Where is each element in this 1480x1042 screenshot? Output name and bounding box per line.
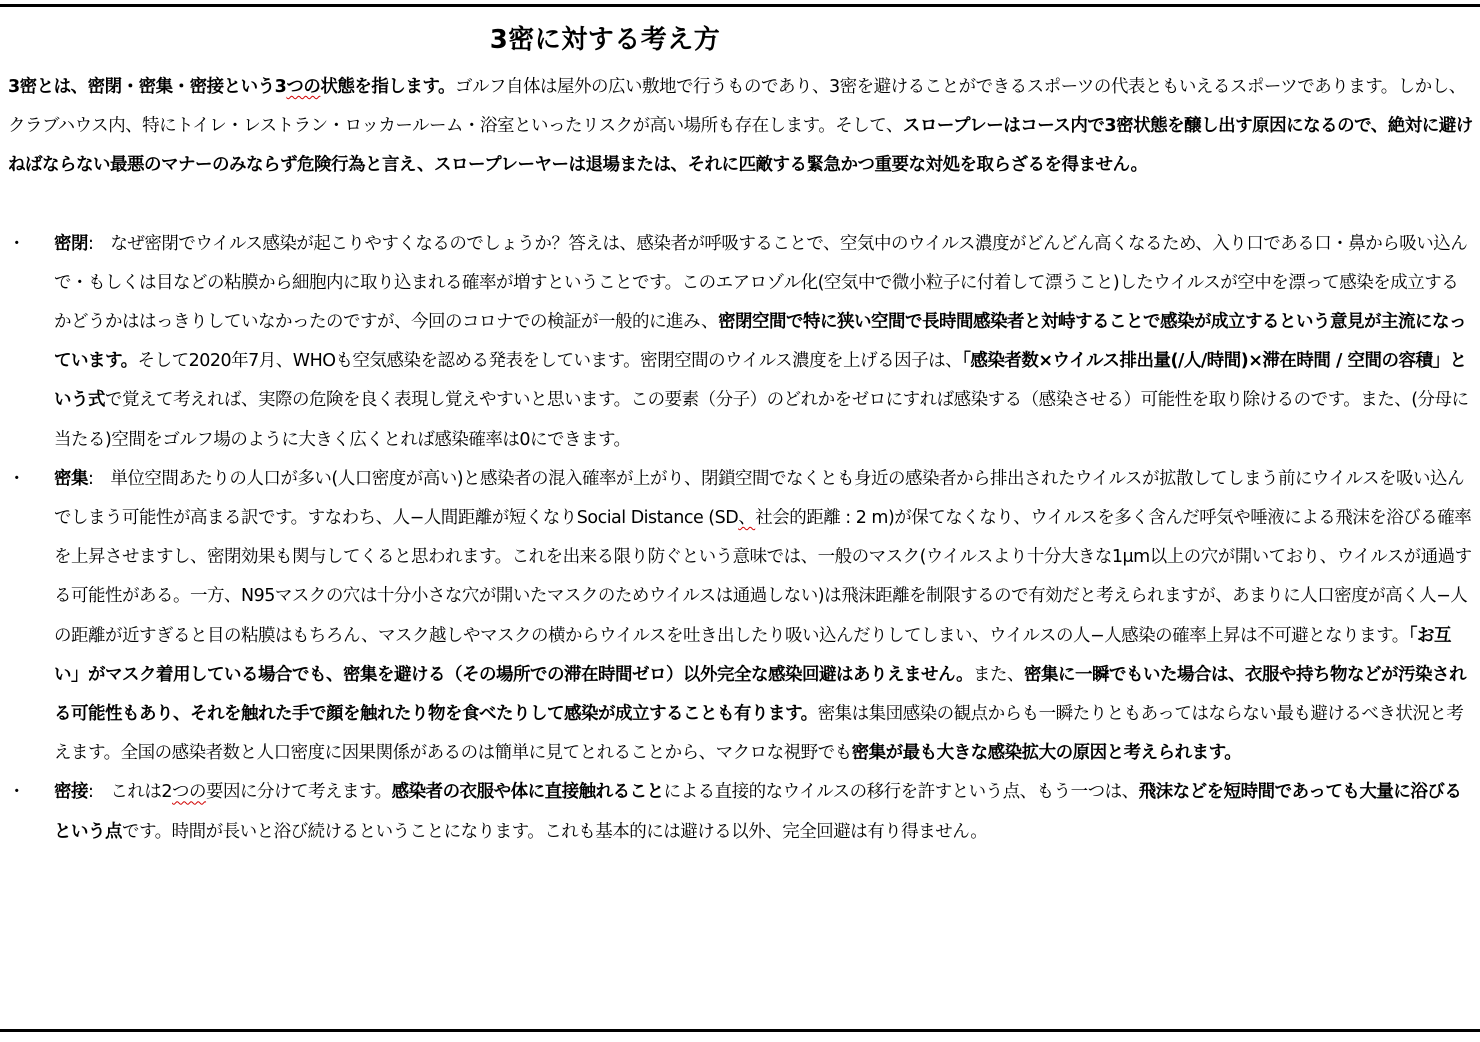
text-run: また、	[973, 664, 1025, 685]
bullet-term: 密集	[54, 468, 88, 489]
bullet-item-misshu	[8, 460, 1474, 774]
bullet-term: 密接	[54, 782, 88, 803]
bullet-body	[54, 469, 1472, 763]
text-run: です。時間が長いと浴び続けるということになります。これも基本的には避ける以外、完全回避は有り得ません。	[122, 821, 988, 842]
text-run: つの	[172, 782, 207, 803]
text-run: による直接的なウイルスの移行を許すという点、もう一つは、	[663, 782, 1139, 803]
text-run: 、	[738, 508, 756, 529]
text-run: 密閉空間で特に狭い空間で長時間感染者と対峙することで感染が成立するという意見が主流になっています。	[54, 312, 1467, 372]
text-run: : これは2	[88, 782, 173, 803]
text-run: 要因に分けて考えます。	[206, 782, 392, 803]
bullet-term: 密閉	[54, 233, 88, 254]
document-body	[8, 68, 1474, 852]
bullet-item-mippei	[8, 225, 1474, 460]
bullet-item-missetsu	[8, 773, 1474, 851]
text-run: : なぜ密閉でウイルス感染が起こりやすくなるのでしょうか？答えは、感染者が呼吸することで、空気中のウイルス濃度がどんどん高くなるため、入り口である口・鼻から吸い込んで・もしくは目などの粘膜から細胞内に取り込まれる確率が増すということです。このエアロゾル化(空気中で微小粒子に付着して漂うこと)したウイルスが空中を漂って感染を成立するかどうかははっきりしていなかったのですが、今回のコロナでの検証が一般的に進み、	[54, 233, 1468, 333]
bottom-border-rule	[0, 1029, 1480, 1032]
page-title: 3密に対する考え方	[489, 25, 721, 55]
text-run: 3密とは、密閉・密集・密接という3	[8, 77, 287, 97]
text-run: 社会的距離 : 2 m)が保てなくなり、ウイルスを多く含んだ呼気や唾液による飛沫を浴びる確率を上昇させますし、密閉効果も関与してくると思われます。これを出来る限り防ぐという意味では、一般のマスク(ウイルスより十分大きな1μm以上の穴が開いており、ウイルスが通過する可能性がある。一方、N95マスクの穴は十分小さな穴が開いたマスクのためウイルスは通過しない)は飛沫距離を制限するので有効だと考えられますが、あまりに人口密度が高く人−人の距離が近すぎると目の粘膜はもちろん、マスク越しやマスクの横からウイルスを吐き出したり吸い込んだりしてしまい、ウイルスの人−人感染の確率上昇は不可避となります。	[54, 508, 1472, 646]
text-run: スロープレーはコース内で3密状態を醸し出す原因になるので、絶対に避けねばならない最悪のマナーのみならず危険行為と言え、スロープレーヤーは退場または、それに匹敵する緊急かつ重要な対処を取らざるを得ません。	[8, 116, 1473, 176]
intro-paragraph	[8, 68, 1474, 186]
top-border-rule	[0, 4, 1480, 7]
text-run: 密集が最も大きな感染拡大の原因と考えられます。	[851, 743, 1242, 764]
bullet-marker: ・	[8, 468, 25, 489]
text-run: 感染者の衣服や体に直接触れること	[391, 782, 664, 803]
bullet-marker: ・	[8, 782, 25, 803]
text-run: で覚えて考えれば、実際の危険を良く表現し覚えやすいと思います。この要素（分子）のどれかをゼロにすれば感染する（感染させる）可能性を取り除けるのです。また、(分母に当たる)空間をゴルフ場のように大きく広くとれば感染確率は0にできます。	[54, 390, 1469, 450]
text-run: 密集は集団感染の観点からも一瞬たりともあってはならない最も避けるべき状況と考えます。全国の感染者数と人口密度に因果関係があるのは簡単に見てとれることから、マクロな視野でも	[54, 704, 1464, 764]
bullet-body	[54, 782, 1461, 841]
bullet-marker: ・	[8, 233, 25, 254]
text-run: 密集に一瞬でもいた場合は、衣服や持ち物などが汚染される可能性もあり、それを触れた手で顔を触れたり物を食べたりして感染が成立することも有ります。	[54, 664, 1467, 725]
text-run: : 単位空間あたりの人口が多い(人口密度が高い)と感染者の混入確率が上がり、閉鎖空間でなくとも身近の感染者から排出されたウイルスが拡散してしまう前にウイルスを吸い込んでしまう可能性が高まる訳です。すなわち、人−人間距離が短くなりSocial Distance (SD	[54, 468, 1464, 529]
bullet-body	[54, 234, 1469, 450]
text-run: 「お互い」がマスク着用している場合でも、密集を避ける（その場所での滞在時間ゼロ）以外完全な感染回避はありえません。	[54, 625, 1451, 685]
text-run: 状態を指します。	[320, 77, 455, 97]
text-run: 「感染者数×ウイルス排出量(/人/時間)×滞在時間 / 空間の容積」という式	[54, 351, 1467, 411]
text-run: 飛沫などを短時間であっても大量に浴びるという点	[54, 782, 1462, 842]
text-run: つの	[286, 77, 321, 97]
bullet-list	[8, 225, 1474, 852]
text-run: そして2020年7月、WHOも空気感染を認める発表をしています。密閉空間のウイルス濃度を上げる因子は、	[137, 351, 963, 372]
text-run: ゴルフ自体は屋外の広い敷地で行うものであり、3密を避けることができるスポーツの代表ともいえるスポーツであります。しかし、クラブハウス内、特にトイレ・レストラン・ロッカールーム・浴室といったリスクが高い場所も存在します。そして、	[8, 77, 1466, 137]
